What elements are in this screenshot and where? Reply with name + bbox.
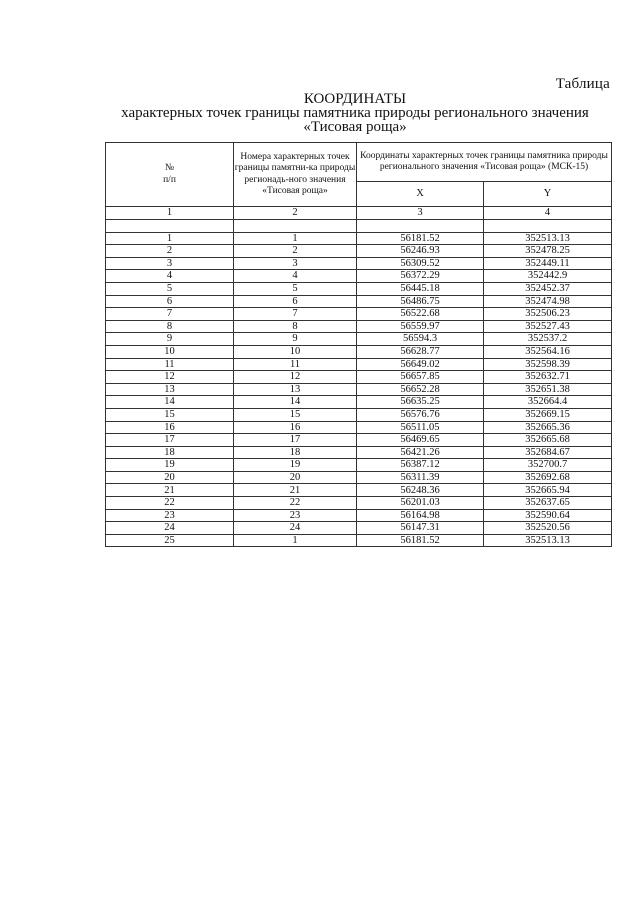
- row-number-cell: 2: [106, 245, 234, 258]
- table-row: [106, 434, 612, 447]
- row-number-cell: 9: [106, 333, 234, 346]
- y-coordinate-cell: 352478.25: [484, 245, 612, 258]
- point-number-cell: 1: [234, 534, 357, 547]
- index-cell: 1: [106, 207, 234, 220]
- y-coordinate-cell: 352651.38: [484, 383, 612, 396]
- coordinates-table: [105, 142, 612, 547]
- point-number-cell: 23: [234, 509, 357, 522]
- x-coordinate-cell: 56486.75: [357, 295, 484, 308]
- row-number-cell: 14: [106, 396, 234, 409]
- y-coordinate-cell: 352664.4: [484, 396, 612, 409]
- table-row: [106, 345, 612, 358]
- x-coordinate-cell: 56469.65: [357, 434, 484, 447]
- point-number-cell: 1: [234, 232, 357, 245]
- row-number-cell: 18: [106, 446, 234, 459]
- x-coordinate-cell: 56181.52: [357, 232, 484, 245]
- x-coordinate-cell: 56372.29: [357, 270, 484, 283]
- point-number-cell: 12: [234, 371, 357, 384]
- x-coordinate-cell: 56387.12: [357, 459, 484, 472]
- x-coordinate-cell: 56628.77: [357, 345, 484, 358]
- point-number-cell: 8: [234, 320, 357, 333]
- x-coordinate-cell: 56246.93: [357, 245, 484, 258]
- row-number-cell: 8: [106, 320, 234, 333]
- header-coordinates: Координаты характерных точек границы памятника природы регионального значения «Тисовая роща» (МСК-15): [357, 143, 612, 182]
- point-number-cell: 10: [234, 345, 357, 358]
- point-number-cell: 4: [234, 270, 357, 283]
- index-cell: 3: [357, 207, 484, 220]
- point-number-cell: 13: [234, 383, 357, 396]
- y-coordinate-cell: 352564.16: [484, 345, 612, 358]
- row-number-cell: 21: [106, 484, 234, 497]
- row-number-cell: 5: [106, 282, 234, 295]
- row-number-cell: 22: [106, 497, 234, 510]
- table-row: [106, 320, 612, 333]
- row-number-cell: 11: [106, 358, 234, 371]
- y-coordinate-cell: 352665.68: [484, 434, 612, 447]
- y-coordinate-cell: 352452.37: [484, 282, 612, 295]
- header-point-numbers: Номера характерных точек границы памятни-ка природы регионадь-ного значения «Тисовая роща»: [234, 143, 357, 207]
- x-coordinate-cell: 56248.36: [357, 484, 484, 497]
- y-coordinate-cell: 352684.67: [484, 446, 612, 459]
- x-coordinate-cell: 56652.28: [357, 383, 484, 396]
- blank-cell: [484, 219, 612, 232]
- table-row: [106, 308, 612, 321]
- point-number-cell: 7: [234, 308, 357, 321]
- x-coordinate-cell: 56201.03: [357, 497, 484, 510]
- point-number-cell: 3: [234, 257, 357, 270]
- table-index-row: [106, 207, 612, 220]
- y-coordinate-cell: 352506.23: [484, 308, 612, 321]
- row-number-cell: 1: [106, 232, 234, 245]
- x-coordinate-cell: 56657.85: [357, 371, 484, 384]
- point-number-cell: 22: [234, 497, 357, 510]
- y-coordinate-cell: 352700.7: [484, 459, 612, 472]
- blank-cell: [357, 219, 484, 232]
- table-row: [106, 383, 612, 396]
- point-number-cell: 21: [234, 484, 357, 497]
- table-row: [106, 358, 612, 371]
- blank-cell: [234, 219, 357, 232]
- y-coordinate-cell: 352527.43: [484, 320, 612, 333]
- row-number-cell: 4: [106, 270, 234, 283]
- table-row: [106, 459, 612, 472]
- table-row: [106, 295, 612, 308]
- table-row: [106, 484, 612, 497]
- x-coordinate-cell: 56511.05: [357, 421, 484, 434]
- point-number-cell: 5: [234, 282, 357, 295]
- table-row: [106, 534, 612, 547]
- row-number-cell: 20: [106, 471, 234, 484]
- row-number-cell: 6: [106, 295, 234, 308]
- x-coordinate-cell: 56649.02: [357, 358, 484, 371]
- table-row: [106, 522, 612, 535]
- table-row: [106, 421, 612, 434]
- table-row: [106, 471, 612, 484]
- row-number-cell: 25: [106, 534, 234, 547]
- point-number-cell: 15: [234, 408, 357, 421]
- y-coordinate-cell: 352632.71: [484, 371, 612, 384]
- row-number-cell: 12: [106, 371, 234, 384]
- table-row: [106, 282, 612, 295]
- table-row: [106, 497, 612, 510]
- x-coordinate-cell: 56181.52: [357, 534, 484, 547]
- y-coordinate-cell: 352669.15: [484, 408, 612, 421]
- row-number-cell: 16: [106, 421, 234, 434]
- y-coordinate-cell: 352474.98: [484, 295, 612, 308]
- document-title: КООРДИНАТЫ: [303, 91, 407, 107]
- row-number-cell: 23: [106, 509, 234, 522]
- x-coordinate-cell: 56147.31: [357, 522, 484, 535]
- point-number-cell: 2: [234, 245, 357, 258]
- table-row: [106, 446, 612, 459]
- y-coordinate-cell: 352520.56: [484, 522, 612, 535]
- point-number-cell: 19: [234, 459, 357, 472]
- row-number-cell: 7: [106, 308, 234, 321]
- x-coordinate-cell: 56445.18: [357, 282, 484, 295]
- table-row: [106, 509, 612, 522]
- y-coordinate-cell: 352665.94: [484, 484, 612, 497]
- table-blank-row: [106, 219, 612, 232]
- point-number-cell: 11: [234, 358, 357, 371]
- table-header-row: [106, 143, 612, 182]
- document-subtitle-line2: «Тисовая роща»: [303, 119, 407, 135]
- header-x: X: [357, 182, 484, 207]
- y-coordinate-cell: 352598.39: [484, 358, 612, 371]
- y-coordinate-cell: 352513.13: [484, 534, 612, 547]
- table-row: [106, 408, 612, 421]
- y-coordinate-cell: 352665.36: [484, 421, 612, 434]
- point-number-cell: 14: [234, 396, 357, 409]
- index-cell: 4: [484, 207, 612, 220]
- x-coordinate-cell: 56164.98: [357, 509, 484, 522]
- row-number-cell: 24: [106, 522, 234, 535]
- y-coordinate-cell: 352513.13: [484, 232, 612, 245]
- table-row: [106, 257, 612, 270]
- y-coordinate-cell: 352449.11: [484, 257, 612, 270]
- table-row: [106, 333, 612, 346]
- blank-cell: [106, 219, 234, 232]
- table-row: [106, 396, 612, 409]
- point-number-cell: 9: [234, 333, 357, 346]
- table-label: Таблица: [555, 76, 610, 92]
- table-row: [106, 245, 612, 258]
- point-number-cell: 6: [234, 295, 357, 308]
- row-number-cell: 19: [106, 459, 234, 472]
- x-coordinate-cell: 56559.97: [357, 320, 484, 333]
- y-coordinate-cell: 352637.65: [484, 497, 612, 510]
- point-number-cell: 24: [234, 522, 357, 535]
- y-coordinate-cell: 352590.64: [484, 509, 612, 522]
- x-coordinate-cell: 56576.76: [357, 408, 484, 421]
- point-number-cell: 18: [234, 446, 357, 459]
- point-number-cell: 16: [234, 421, 357, 434]
- y-coordinate-cell: 352692.68: [484, 471, 612, 484]
- x-coordinate-cell: 56421.26: [357, 446, 484, 459]
- x-coordinate-cell: 56635.25: [357, 396, 484, 409]
- row-number-cell: 15: [106, 408, 234, 421]
- row-number-cell: 10: [106, 345, 234, 358]
- x-coordinate-cell: 56311.39: [357, 471, 484, 484]
- table-row: [106, 270, 612, 283]
- index-cell: 2: [234, 207, 357, 220]
- y-coordinate-cell: 352537.2: [484, 333, 612, 346]
- table-row: [106, 232, 612, 245]
- row-number-cell: 3: [106, 257, 234, 270]
- row-number-cell: 13: [106, 383, 234, 396]
- y-coordinate-cell: 352442.9: [484, 270, 612, 283]
- x-coordinate-cell: 56522.68: [357, 308, 484, 321]
- document-subtitle-line1: характерных точек границы памятника природы регионального значения: [121, 105, 589, 121]
- point-number-cell: 17: [234, 434, 357, 447]
- header-y: Y: [484, 182, 612, 207]
- table-row: [106, 371, 612, 384]
- x-coordinate-cell: 56594.3: [357, 333, 484, 346]
- row-number-cell: 17: [106, 434, 234, 447]
- point-number-cell: 20: [234, 471, 357, 484]
- header-number: № п/п: [106, 143, 234, 207]
- x-coordinate-cell: 56309.52: [357, 257, 484, 270]
